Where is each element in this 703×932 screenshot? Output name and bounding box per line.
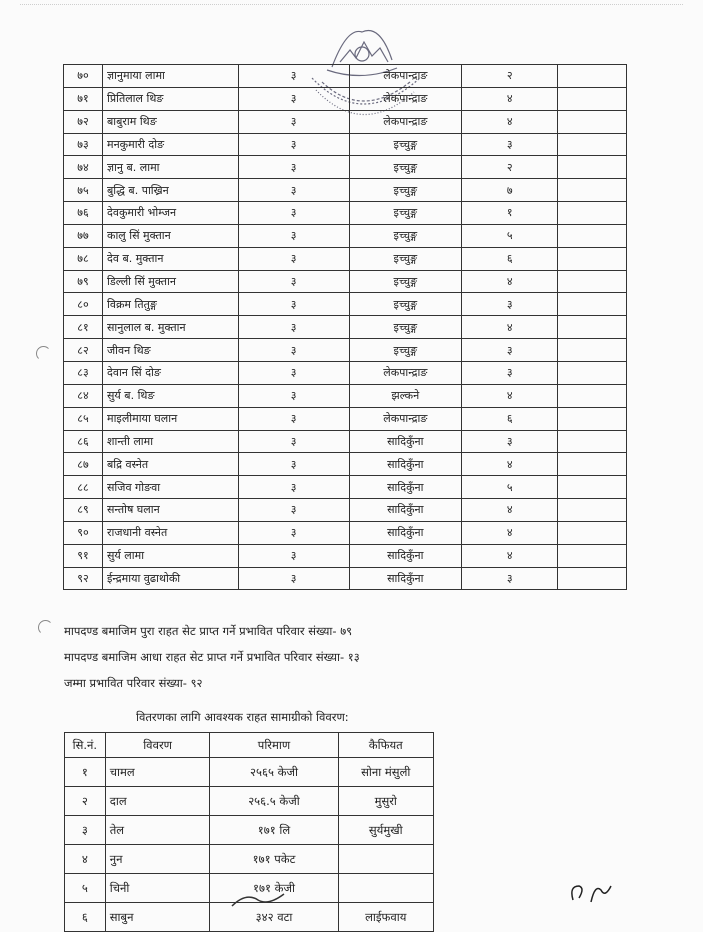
row-serial: ८४ xyxy=(64,384,103,407)
family-row xyxy=(64,65,627,88)
item-row xyxy=(65,845,434,874)
item-name: तेल xyxy=(105,816,210,845)
row-name: देव ब. मुक्तान xyxy=(103,247,239,270)
row-members: ४ xyxy=(462,270,558,293)
row-serial: ८६ xyxy=(64,430,103,453)
row-category: ३ xyxy=(238,247,349,270)
item-remarks xyxy=(338,874,433,903)
row-name: देवकुमारी भोम्जन xyxy=(103,202,239,225)
row-remarks xyxy=(558,316,627,339)
row-category: ३ xyxy=(238,361,349,384)
row-category: ३ xyxy=(238,476,349,499)
row-location: इच्चुङ्ग xyxy=(349,202,462,225)
family-row xyxy=(64,430,627,453)
row-serial: ७४ xyxy=(64,156,103,179)
row-location: इच्चुङ्ग xyxy=(349,179,462,202)
row-name: माइलीमाया घलान xyxy=(103,407,239,430)
family-row xyxy=(64,179,627,202)
row-location: इच्चुङ्ग xyxy=(349,156,462,179)
item-name: साबुन xyxy=(105,903,210,932)
row-members: ४ xyxy=(462,110,558,133)
item-name: नुन xyxy=(105,845,210,874)
family-row xyxy=(64,224,627,247)
row-serial: ८३ xyxy=(64,361,103,384)
row-location: सादिकुँना xyxy=(349,499,462,522)
family-row xyxy=(64,544,627,567)
row-serial: ७० xyxy=(64,65,103,88)
relief-items-title: वितरणका लागि आवश्यक राहत सामाग्रीको विवरण: xyxy=(136,710,349,724)
family-row xyxy=(64,339,627,362)
row-name: ज्ञानु ब. लामा xyxy=(103,156,239,179)
item-serial: ३ xyxy=(65,816,106,845)
row-remarks xyxy=(558,156,627,179)
row-remarks xyxy=(558,407,627,430)
punch-hole-mark xyxy=(36,346,51,361)
row-members: ४ xyxy=(462,87,558,110)
item-remarks: लाईफवाय xyxy=(338,903,433,932)
item-quantity: १७१ लि xyxy=(210,816,338,845)
family-row xyxy=(64,521,627,544)
row-serial: ८९ xyxy=(64,499,103,522)
row-remarks xyxy=(558,384,627,407)
row-name: ईन्द्रमाया वुढाथोकी xyxy=(103,567,239,590)
summary-half-relief-count: मापदण्ड बमाजिम आधा राहत सेट प्राप्त गर्ने प्रभावित परिवार संख्या- १३ xyxy=(64,650,360,664)
row-members: ४ xyxy=(462,544,558,567)
partial-stamp-mark xyxy=(228,890,288,908)
row-serial: ७८ xyxy=(64,247,103,270)
item-row xyxy=(65,816,434,845)
row-members: ४ xyxy=(462,453,558,476)
row-location: इच्चुङ्ग xyxy=(349,133,462,156)
row-name: विक्रम तितुङ्ग xyxy=(103,293,239,316)
punch-hole-mark xyxy=(38,620,53,635)
row-serial: ७१ xyxy=(64,87,103,110)
row-location: लेकपान्द्राङ xyxy=(349,87,462,110)
family-row xyxy=(64,110,627,133)
row-name: ज्ञानुमाया लामा xyxy=(103,65,239,88)
row-category: ३ xyxy=(238,567,349,590)
row-serial: ७५ xyxy=(64,179,103,202)
row-location: इच्चुङ्ग xyxy=(349,339,462,362)
item-quantity: १७१ केजी xyxy=(210,874,338,903)
row-location: सादिकुँना xyxy=(349,476,462,499)
row-location: सादिकुँना xyxy=(349,521,462,544)
item-remarks: मुसुरो xyxy=(338,787,433,816)
item-name: चिनी xyxy=(105,874,210,903)
row-serial: ७९ xyxy=(64,270,103,293)
item-row xyxy=(65,787,434,816)
row-name: राजधानी वस्नेत xyxy=(103,521,239,544)
row-remarks xyxy=(558,202,627,225)
row-location: लेकपान्द्राङ xyxy=(349,65,462,88)
row-members: २ xyxy=(462,156,558,179)
summary-full-relief-count: मापदण्ड बमाजिम पुरा राहत सेट प्राप्त गर्ने प्रभावित परिवार संख्या- ७९ xyxy=(64,624,353,638)
row-members: ५ xyxy=(462,224,558,247)
row-location: झल्कने xyxy=(349,384,462,407)
row-remarks xyxy=(558,567,627,590)
row-category: ३ xyxy=(238,224,349,247)
row-location: इच्चुङ्ग xyxy=(349,316,462,339)
row-name: जीवन थिङ xyxy=(103,339,239,362)
family-row xyxy=(64,499,627,522)
row-serial: ८० xyxy=(64,293,103,316)
row-remarks xyxy=(558,224,627,247)
row-name: बद्रि वस्नेत xyxy=(103,453,239,476)
row-category: ३ xyxy=(238,499,349,522)
item-serial: ६ xyxy=(65,903,106,932)
header-remarks: कैफियत xyxy=(338,733,433,758)
row-members: ४ xyxy=(462,499,558,522)
row-name: कालु सिं मुक्तान xyxy=(103,224,239,247)
row-category: ३ xyxy=(238,453,349,476)
item-serial: ५ xyxy=(65,874,106,903)
item-serial: ४ xyxy=(65,845,106,874)
row-remarks xyxy=(558,430,627,453)
row-serial: ८८ xyxy=(64,476,103,499)
row-remarks xyxy=(558,87,627,110)
row-category: ३ xyxy=(238,87,349,110)
row-category: ३ xyxy=(238,384,349,407)
row-members: ४ xyxy=(462,384,558,407)
row-serial: ७७ xyxy=(64,224,103,247)
row-location: इच्चुङ्ग xyxy=(349,270,462,293)
family-row xyxy=(64,247,627,270)
row-category: ३ xyxy=(238,339,349,362)
row-serial: ८१ xyxy=(64,316,103,339)
row-serial: ७६ xyxy=(64,202,103,225)
row-name: मनकुमारी दोङ xyxy=(103,133,239,156)
row-category: ३ xyxy=(238,202,349,225)
row-location: सादिकुँना xyxy=(349,430,462,453)
row-name: सुर्य ब. थिङ xyxy=(103,384,239,407)
row-category: ३ xyxy=(238,521,349,544)
header-sn: सि.नं. xyxy=(65,733,106,758)
family-row xyxy=(64,384,627,407)
row-location: सादिकुँना xyxy=(349,544,462,567)
family-row xyxy=(64,87,627,110)
row-serial: ८५ xyxy=(64,407,103,430)
item-remarks: सुर्यमुखी xyxy=(338,816,433,845)
row-category: ३ xyxy=(238,544,349,567)
row-category: ३ xyxy=(238,407,349,430)
item-quantity: १७१ पकेट xyxy=(210,845,338,874)
row-category: ३ xyxy=(238,293,349,316)
header-name: विवरण xyxy=(105,733,210,758)
item-serial: २ xyxy=(65,787,106,816)
row-serial: ९२ xyxy=(64,567,103,590)
row-members: ३ xyxy=(462,567,558,590)
row-location: लेकपान्द्राङ xyxy=(349,110,462,133)
item-serial: १ xyxy=(65,758,106,787)
item-quantity: २५६.५ केजी xyxy=(210,787,338,816)
row-category: ३ xyxy=(238,270,349,293)
row-members: ४ xyxy=(462,316,558,339)
family-row xyxy=(64,316,627,339)
item-quantity: ३४२ वटा xyxy=(210,903,338,932)
item-name: दाल xyxy=(105,787,210,816)
row-remarks xyxy=(558,453,627,476)
row-members: ३ xyxy=(462,430,558,453)
row-members: ६ xyxy=(462,407,558,430)
row-category: ३ xyxy=(238,156,349,179)
row-remarks xyxy=(558,65,627,88)
summary-total-count: जम्मा प्रभावित परिवार संख्या- ९२ xyxy=(64,676,203,690)
row-serial: ७२ xyxy=(64,110,103,133)
row-members: ३ xyxy=(462,361,558,384)
row-location: सादिकुँना xyxy=(349,453,462,476)
row-serial: ९१ xyxy=(64,544,103,567)
row-members: ५ xyxy=(462,476,558,499)
row-location: इच्चुङ्ग xyxy=(349,293,462,316)
affected-families-table xyxy=(63,64,627,590)
row-name: सन्तोष घलान xyxy=(103,499,239,522)
row-name: सानुलाल ब. मुक्तान xyxy=(103,316,239,339)
family-row xyxy=(64,407,627,430)
page-top-edge-marks xyxy=(20,4,683,10)
row-location: इच्चुङ्ग xyxy=(349,247,462,270)
row-remarks xyxy=(558,544,627,567)
row-members: ४ xyxy=(462,521,558,544)
item-row xyxy=(65,758,434,787)
family-row xyxy=(64,293,627,316)
row-name: डिल्ली सिं मुक्तान xyxy=(103,270,239,293)
family-row xyxy=(64,133,627,156)
row-location: लेकपान्द्राङ xyxy=(349,407,462,430)
row-category: ३ xyxy=(238,430,349,453)
family-row xyxy=(64,361,627,384)
row-remarks xyxy=(558,179,627,202)
row-members: ३ xyxy=(462,293,558,316)
family-row xyxy=(64,202,627,225)
row-remarks xyxy=(558,247,627,270)
header-quantity: परिमाण xyxy=(210,733,338,758)
row-serial: ८२ xyxy=(64,339,103,362)
row-remarks xyxy=(558,133,627,156)
relief-items-header-row xyxy=(65,733,434,758)
row-name: शान्ती लामा xyxy=(103,430,239,453)
row-remarks xyxy=(558,339,627,362)
row-members: २ xyxy=(462,65,558,88)
row-serial: ८७ xyxy=(64,453,103,476)
row-name: बाबुराम थिङ xyxy=(103,110,239,133)
row-members: ३ xyxy=(462,133,558,156)
item-name: चामल xyxy=(105,758,210,787)
row-location: लेकपान्द्राङ xyxy=(349,361,462,384)
family-row xyxy=(64,453,627,476)
row-name: प्रितिलाल थिङ xyxy=(103,87,239,110)
family-row xyxy=(64,270,627,293)
row-remarks xyxy=(558,499,627,522)
row-members: ६ xyxy=(462,247,558,270)
row-members: ३ xyxy=(462,339,558,362)
row-remarks xyxy=(558,521,627,544)
family-row xyxy=(64,156,627,179)
row-remarks xyxy=(558,270,627,293)
handwritten-signature xyxy=(567,880,619,906)
row-location: सादिकुँना xyxy=(349,567,462,590)
row-remarks xyxy=(558,110,627,133)
row-serial: ७३ xyxy=(64,133,103,156)
row-remarks xyxy=(558,293,627,316)
row-members: ७ xyxy=(462,179,558,202)
row-members: १ xyxy=(462,202,558,225)
row-location: इच्चुङ्ग xyxy=(349,224,462,247)
row-remarks xyxy=(558,476,627,499)
row-category: ३ xyxy=(238,179,349,202)
item-remarks: सोना मंसुली xyxy=(338,758,433,787)
row-category: ३ xyxy=(238,133,349,156)
row-remarks xyxy=(558,361,627,384)
item-remarks xyxy=(338,845,433,874)
summary-block xyxy=(64,618,360,696)
item-quantity: २५६५ केजी xyxy=(210,758,338,787)
row-name: सजिव गोङवा xyxy=(103,476,239,499)
row-name: बुद्धि ब. पाख्रिन xyxy=(103,179,239,202)
row-serial: ९० xyxy=(64,521,103,544)
family-row xyxy=(64,567,627,590)
row-category: ३ xyxy=(238,65,349,88)
row-category: ३ xyxy=(238,316,349,339)
family-row xyxy=(64,476,627,499)
row-name: देवान सिं दोङ xyxy=(103,361,239,384)
row-category: ३ xyxy=(238,110,349,133)
row-name: सुर्य लामा xyxy=(103,544,239,567)
